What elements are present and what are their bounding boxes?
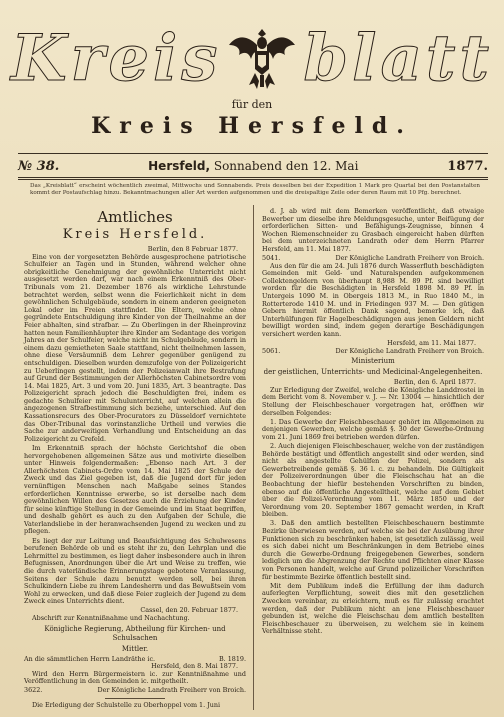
recipient-text: An die sämmtlichen Herrn Landräthe ic. [24,654,156,663]
article-paragraph: Abschrift zur Kenntnißnahme und Nachachtung. [32,614,190,622]
reference-number: 5061. [262,346,281,355]
reference-number: 5041. [262,254,281,263]
article-paragraph: Aus den für die am 24. Juli 1876 durch Wasserfluth beschädigten Gemeinden mit Geld- und Naturalspenden aufgekommenen Collektengeldern von überhaupt 8,988 M. 89 Pf. sind bewilligt worden für die Beschädigten in Hersfeld 1898 M. 89 Pf. in Untergeis 1090 M. in Obergeis 1813 M., in Ruo 1840 M., in Rotterterode 1410 M. und in Friedingen 937 M. — Den gütigen Gebern hiermit öffentlich Dank sagend, bemerke ich, daß Unterhülfungen für Hagelbeschädigungen aus jenen Geldern nicht bewilligt worden sind, indem gegen derartige Beschädigungen versichert werden kann. [262,261,484,338]
issue-number: № 38. [18,158,60,174]
article-paragraph: 3. Daß den amtlich bestellten Fleischbeschauern bestimmte Bezirke überwiesen werden, auf welche sie bei der Ausübung ihrer Funktionen sich zu beschränken haben, ist gesetzlich zulässig, weil es sich dabei nicht um Beschränkungen in dem Betriebe eines durch die Gewerbe-Ordnung freigegebenen Gewerbes, sondern lediglich um die Abgrenzung der Rechte und Pflichten einer Klasse von Personen handelt, welche auf Grund polizeilicher Vorschriften für bestimmte Bezirke öffentlich bestellt sind. [262,519,484,581]
article-paragraph: Die Erledigung der Schulstelle zu Oberhoppel vom 1. Juni [32,701,221,710]
article-paragraph: d. J. ab wird mit dem Bemerken veröffentlicht, daß etwaige Bewerber um dieselbe ihre Meldungsgesuche, unter Beifügung der erforderlichen Sitten- und Befähigungs-Zeugnisse, binnen 4 Wochen Riemenschneider zu Grasbach eingereicht haben dürften bei dem unterzeichneten Landrath oder dem Herrn Pfarrer Hersfeld, am 11. Mai 1877. [262,207,484,253]
left-column [24,208,246,711]
dateline: Hersfeld, am 11. Mai 1877. [387,339,476,348]
article-paragraph: Im Erkenntniß sprach der höchste Gerichtshof die oben hervorgehobenen allgemeinen Sätze aus und motivirte dieselben unter Hinweis folgendermaßen: „Ebenso nach Art. 3 der Allerhöchsten Cabinets-Ordre vom 14. Mai 1825 der Schule der Zweck und das Ziel gegeben ist, daß die Jugend dort für jeden vernünftigen Menschen nach Maßgabe seines Standes erforderlichen Kenntnisse erwerbe, so ist derselbe nach dem gewöhnlichen Willen des Gesetzes auch die Erziehung der Kinder für seine künftige Stellung in der Gemeinde und im Staat begriffen, und deshalb gehört es auch zu den Aufgaben der Schule, die Vaterlandsliebe in der heranwachsenden Jugend zu wecken und zu pflegen. [24,443,246,536]
rule-bottom-2 [18,179,488,180]
ministry-heading: Ministerium [351,357,395,366]
issue-year: 1877. [447,158,488,174]
dateline: Berlin, den 8 Februar 1877. [147,245,238,253]
section-subheading: Kreis Hersfeld. [62,227,208,242]
rule-bottom [18,177,488,178]
authority-name: Mittler. [121,644,149,653]
subscription-terms: Das „Kreisblatt“ erscheint wöchentlich zweimal, Mittwochs und Sonnabends. Preis desselben bei der Expedition 1 Mark pro Quartal bei den Postanstalten kommt der Postaufschlag hinzu. Bekanntmachungen aller Art werden aufgenommen und die dreispaltige Zeile oder deren Raum mit 10 Pfg. berechnet. [30,183,480,196]
issue-place: Hersfeld, [148,159,211,173]
signature: Der Königliche Landrath Freiherr von Broich. [335,254,484,263]
article-paragraph: Eine von der vorgesetzten Behörde ausgesprochene patriotische Schulfeier an Tagen und in Stunden, während welcher ohne obrigkeitliche Genehmigung der gewöhnliche Unterricht nicht ausgesetzt werden darf, war nach einem Erkenntniß des Ober-Tribunals vom 21. Dezember 1876 als wirkliche Lehrstunde betrachtet werden, selbst wenn die Feierlichkeit nicht in dem gewöhnlichen Schulgebäude, sondern in einem anderen geeigneten Lokal oder im Freien stattfindet. Die Eltern, welche ohne gegründete Entschuldigung ihre Kinder von der Theilnahme an der Feier abhalten, sind strafbar. — Zu Oberlingen in der Rheinprovinz hatten neun Familienhäupter ihre Kinder am Sedantage des vorigen Jahres an der Schulfeier, welche nicht im Schulgebäude, sondern in einem dazu gemietheten Saale stattfand, nicht theilnehmen lassen, ohne diese Versäumniß dem Lehrer gegenüber genügend zu entschuldigen. Dieselben wurden demzufolge von der Polizeigericht zu Ueberlingen gestellt, indem der Polizeianwalt ihre Bestrafung auf Grund der Bestimmungen der Allerhöchsten Cabinetsordre vom 14. Mai 1825, Art. 3 und vom 20. Juni 1835, Art. 3 beantragte. Das Polizeigericht sprach jedoch die Beschuldigten frei, indem es gedachte Schulfeier mit Schulunterricht, auf welchen allein die angezogenen Strafbestimmung sich beziehe, unterschied. Auf den Kassationsrecurs des Ober-Procurators zu Düsseldorf vernichtete das Ober-Tribunal das vorinstanzliche Urtheil und verwies die Sache zur anderweitigen Verhandlung und Entscheidung an das Polizeigericht zu Crefeld. [24,252,246,443]
issue-line [18,157,488,175]
signature-line [24,687,246,695]
article-paragraph: 1. Das Gewerbe der Fleischbeschauer gehört im Allgemeinen zu denjenigen Gewerben, welche gemäß §. 30 der Gewerbe-Ordnung vom 21. Juni 1869 frei betrieben werden dürfen. [262,417,484,441]
issue-date-line [148,159,358,173]
right-column [262,208,484,637]
dateline: Cassel, den 20. Februar 1877. [140,606,238,615]
article-paragraph: Es liegt der zur Leitung und Beaufsichtigung des Schulwesens berufenen Behörde ob und es steht ihr zu, den Lehrplan und die Lehrmittel zu bestimmen, es liegt daher insbesondere auch in ihren Befugnissen, Anordnungen über die Art und Weise zu treffen, wie die durch vaterländische Erinnerungstage gebotene Veranlassung, Seitens der Schule dazu benutzt werden soll, bei ihren Schulkindern Liebe zu ihrem Landesherrn und das Bewußtsein vom Wohl zu erwecken, und daß diese Feier zugleich der Jugend zu dem Zweck eines Unterrichts dient. [24,536,246,606]
issue-date: Sonnabend den 12. Mai [213,159,359,173]
reference-number: B. 1819. [218,654,246,663]
eagle-emblem-icon [227,23,297,93]
ministry-subheading: der geistlichen, Unterrichts- und Medicinal-Angelegenheiten. [263,368,483,377]
masthead [0,0,504,150]
signature: Der Königliche Landrath Freiherr von Broich. [97,686,246,695]
rule-top [18,153,488,154]
column-divider [253,205,254,710]
article-paragraph: Mit dem Publikum indeß die Erfüllung der ihm dadurch auferlegten Verpflichtung, soweit dies mit den gesetzlichen Zwecken vereinbar, zu erleichtern, muß es für zulässig erachtet werden, daß der Publikum nicht an jene Fleischbeschauer gebunden ist, welche die Fleischschau dem amtlich bestellten Fleischbeschauer zu überweisen, zu welchem sie in keinem Verhältnisse steht. [262,581,484,636]
separator [105,698,165,699]
article-paragraph: 2. Auch diejenigen Fleischbeschauer, welche von der zuständigen Behörde bestätigt und öffentlich angestellt sind oder werden, sind nicht als angestellte Gehülfen der Polizei, sondern als Gewerbetreibende gemäß §. 36 l. c. zu behandeln. Die Gültigkeit der Polizeiverordnungen über die Fleischschau hat an die Beobachtung der hiefür bestehenden Vorschriften zu binden, ebenso auf die öffentliche Angestelltheit, welche auf dem Gebiet über die Polizei-Verordnung vom 11. März 1850 und der Verordnung vom 20. September 1867 gemacht werden, in Kraft bleiben. [262,442,484,519]
title-blatt: blatt [303,20,494,96]
section-heading: Amtliches [97,208,173,226]
article-paragraph: Zur Erledigung der Zweifel, welche die Königliche Landdrostei in dem Bericht vom 8. November v. J. — Nr. 13004 — hinsichtlich der Stellung der Fleischbeschauer vorgetragen hat, eröffnen wir derselben Folgendes: [262,385,484,417]
signature-line [262,348,484,356]
masthead-title [0,18,504,98]
dateline: Berlin, den 6. April 1877. [393,378,476,387]
reference-number: 3622. [24,686,43,695]
dateline: Hersfeld, den 8. Mai 1877. [151,662,238,671]
signature: Der Königliche Landrath Freiherr von Broich. [335,346,484,355]
authority-line: Königliche Regierung, Abtheilung für Kirchen- und Schulsachen [44,624,226,642]
masthead-district: Kreis Hersfeld. [91,113,413,139]
article-paragraph: Wird den Herrn Bürgermeistern ic. zur Kenntnißnahme und Veröffentlichung in den Gemeinden ic. mitgetheilt. [24,669,246,686]
masthead-sub: für den [231,98,273,111]
title-kreis: Kreis [10,20,222,96]
